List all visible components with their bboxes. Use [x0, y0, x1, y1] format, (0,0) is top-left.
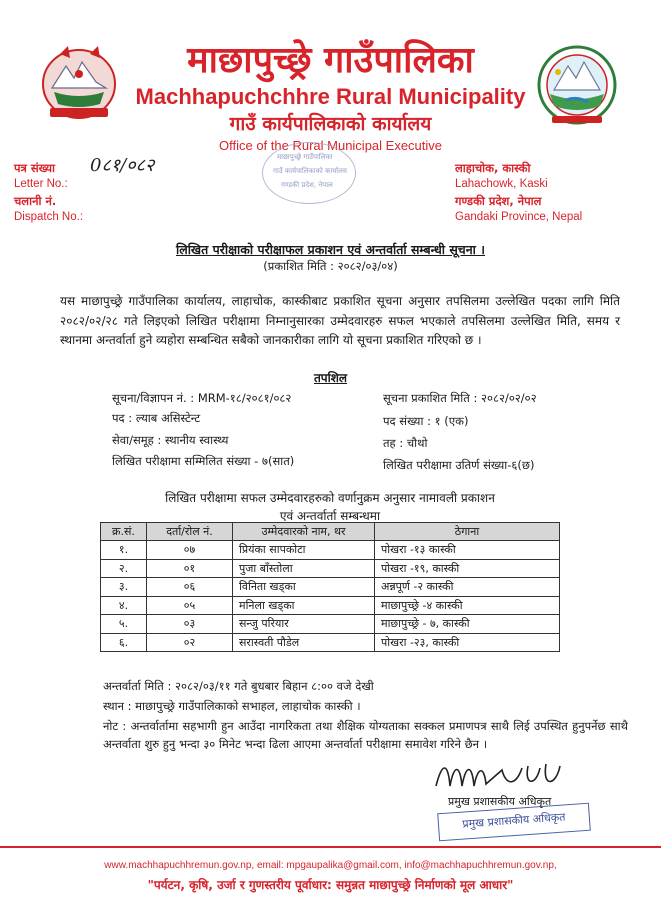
- service-group: सेवा/समूह : स्थानीय स्वास्थ्य: [112, 433, 229, 447]
- published-date: (प्रकाशित मिति : २०८२/०३/०४): [263, 259, 398, 273]
- notice-paragraph: यस माछापुच्छ्रे गाउँपालिका कार्यालय, लाहाचोक, कास्कीबाट प्रकाशित सूचना अनुसार तपसिलमा उल्लेखित पदका लागि मिति २०८२/०२/२८ गते लिइएको लिखित परीक्षामा निम्नानुसारका उम्मेदवारहरु सफल भएकाले तपसिलमा उल्लेखित मिति, समय र स्थानमा अन्तर्वार्ता हुने व्यहोरा सम्बन्धित सबैको जानकारीका लागि यो सूचना प्रकाशित गरिएको छ ।: [60, 294, 620, 347]
- footer-slogan: "पर्यटन, कृषि, उर्जा र गुणस्तरीय पूर्वाधार: समुन्नत माछापुच्छ्रे निर्माणको मूल आधार": [147, 878, 514, 892]
- stamp-line-3: गण्डकी प्रदेश, नेपाल: [281, 181, 333, 189]
- table-row: [101, 615, 560, 634]
- col-header-address: ठेगाना: [375, 523, 560, 541]
- signature-scrawl: [432, 756, 572, 796]
- table-title-line-1: लिखित परीक्षामा सफल उम्मेदवारहरुको वर्णानुक्रम अनुसार नामावली प्रकाशन: [165, 491, 495, 505]
- office-name-nepali: गाउँ कार्यपालिकाको कार्यालय: [229, 113, 432, 135]
- notice-subject-text: लिखित परीक्षाको परीक्षाफल प्रकाशन एवं अन्तर्वार्ता सम्बन्धी सूचना ।: [175, 242, 486, 257]
- notice-date: सूचना प्रकाशित मिति : २०८२/०२/०२: [383, 391, 537, 405]
- post-name: पद : ल्याब असिस्टेन्ट: [112, 411, 201, 425]
- interview-date: अन्तर्वार्ता मिति : २०८२/०३/११ गते बुधबार बिहान ८:०० वजे देखी: [103, 679, 374, 693]
- col-header-roll: दर्ता/रोल नं.: [147, 523, 233, 541]
- cell-roll: ०१: [147, 559, 233, 578]
- cell-address: माछापुच्छ्रे -४ कास्की: [375, 596, 560, 615]
- cell-name: विनिता खड्का: [233, 578, 375, 597]
- cell-address: पोखरा -१९, कास्की: [375, 559, 560, 578]
- appeared-count: लिखित परीक्षामा सम्मिलित संख्या - ७(सात): [112, 454, 295, 468]
- table-title-line-2: एवं अन्तर्वार्ता सम्बन्धमा: [279, 509, 381, 523]
- cell-roll: ०७: [147, 541, 233, 560]
- post-count: पद संख्या : १ (एक): [383, 414, 469, 428]
- table-row: [101, 541, 560, 560]
- municipality-name-nepali: माछापुच्छ्रे गाउँपालिका: [187, 40, 474, 81]
- table-row: [101, 559, 560, 578]
- cell-sn: ६.: [101, 633, 147, 652]
- address-np-2: गण्डकी प्रदेश, नेपाल: [455, 194, 542, 208]
- table-header-row: [101, 523, 560, 541]
- cell-name: सरास्वती पौडेल: [233, 633, 375, 652]
- letter-no-value: 0८१/०८२: [90, 155, 155, 176]
- cell-address: माछापुच्छ्रे - ७, कास्की: [375, 615, 560, 634]
- cell-name: मनिला खड्का: [233, 596, 375, 615]
- dispatch-no-label-en: Dispatch No.:: [14, 211, 84, 223]
- cell-sn: २.: [101, 559, 147, 578]
- footer-contact: www.machhapuchhremun.gov.np, email: mpgaupalika@gmail.com, info@machhapuchhremun.gov.np,: [104, 860, 557, 871]
- col-header-sn: क्र.सं.: [101, 523, 147, 541]
- cell-roll: ०२: [147, 633, 233, 652]
- col-header-name: उम्मेदवारको नाम, थर: [233, 523, 375, 541]
- cell-sn: १.: [101, 541, 147, 560]
- passed-count: लिखित परीक्षामा उतिर्ण संख्या-६(छ): [383, 458, 535, 472]
- dispatch-no-label-np: चलानी नं.: [14, 194, 57, 208]
- notice-subject: [0, 241, 661, 258]
- cell-roll: ०५: [147, 596, 233, 615]
- cell-sn: ४.: [101, 596, 147, 615]
- stamp-line-2: गाउँ कार्यपालिकाको कार्यालय: [273, 167, 347, 175]
- signatory-title: प्रमुख प्रशासकीय अधिकृत: [448, 795, 552, 808]
- post-level: तह : चौथो: [383, 436, 428, 450]
- cell-name: पुजा बाँस्तोला: [233, 559, 375, 578]
- cell-name: प्रियंका सापकोटा: [233, 541, 375, 560]
- address-en-1: Lahachowk, Kaski: [455, 178, 548, 190]
- office-stamp: [262, 142, 356, 204]
- municipality-name-english: Machhapuchchhre Rural Municipality: [135, 84, 526, 109]
- notice-number: सूचना/विज्ञापन नं. : MRM-१८/२०८१/०८२: [112, 391, 292, 405]
- interview-venue: स्थान : माछापुच्छ्रे गाउँपालिकाको सभाहल, लाहाचोक कास्की ।: [103, 699, 361, 713]
- cell-sn: ५.: [101, 615, 147, 634]
- letter-no-label-np: पत्र संख्या: [14, 161, 56, 175]
- tapsil-heading: तपशिल: [313, 371, 348, 385]
- letter-no-label-en: Letter No.:: [14, 178, 68, 190]
- candidates-table: [100, 522, 560, 652]
- address-en-2: Gandaki Province, Nepal: [455, 211, 583, 223]
- cell-name: सन्जु परियार: [233, 615, 375, 634]
- cell-sn: ३.: [101, 578, 147, 597]
- interview-note: नोट : अन्तर्वार्तामा सहभागी हुन आउँदा नागरिकता तथा शैक्षिक योग्यताका सक्कल प्रमाणपत्र साथै लिई उपस्थित हुनुपर्नेछ साथै अन्तर्वाता शुरु हुनु भन्दा ३० मिनेट भन्दा ढिला आएमा अन्तर्वार्ता परीक्षामा समावेश गरिने छैन ।: [103, 719, 628, 751]
- cell-address: अन्नपूर्ण -२ कास्की: [375, 578, 560, 597]
- table-row: [101, 578, 560, 597]
- table-row: [101, 633, 560, 652]
- cell-roll: ०६: [147, 578, 233, 597]
- signatory-stamp: प्रमुख प्रशासकीय अधिकृत: [437, 803, 591, 842]
- stamp-line-1: माछापुच्छ्रे गाउँपालिका: [277, 153, 333, 161]
- table-title: [100, 489, 560, 525]
- cell-roll: ०३: [147, 615, 233, 634]
- cell-address: पोखरा -१३ कास्की: [375, 541, 560, 560]
- office-name-english: Office of the Rural Municipal Executive: [218, 138, 443, 153]
- footer-divider: [0, 846, 661, 848]
- address-np-1: लाहाचोक, कास्की: [455, 161, 531, 175]
- cell-address: पोखरा -२३, कास्की: [375, 633, 560, 652]
- table-row: [101, 596, 560, 615]
